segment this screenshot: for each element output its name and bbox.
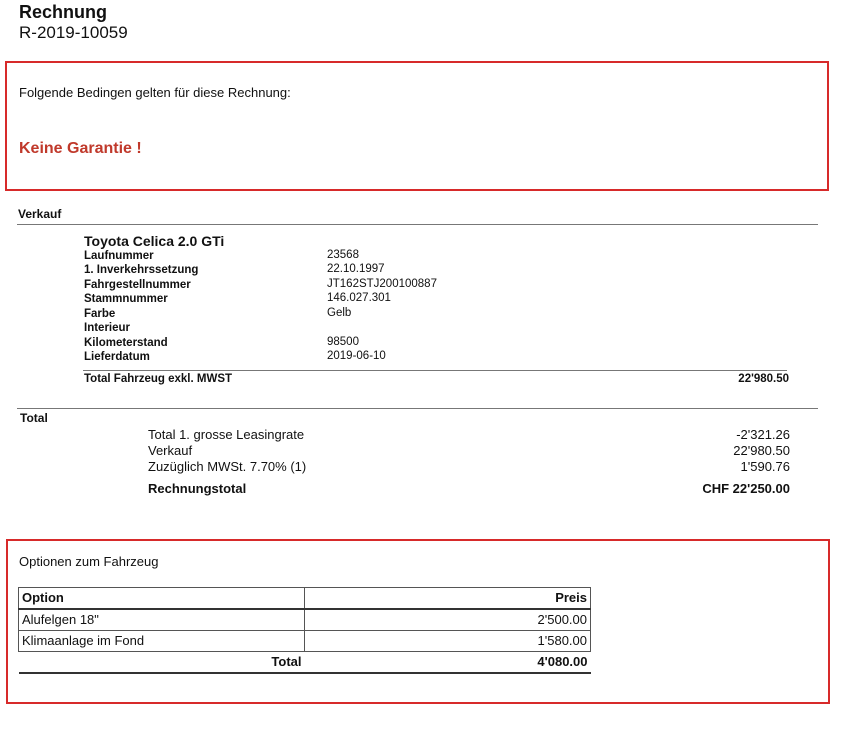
total-line-value: 1'590.76 bbox=[740, 459, 790, 474]
spec-value: 23568 bbox=[327, 249, 359, 261]
option-name: Alufelgen 18" bbox=[19, 609, 305, 631]
terms-intro: Folgende Bedingen gelten für diese Rechnung: bbox=[19, 85, 291, 100]
spec-label: Fahrgestellnummer bbox=[84, 279, 191, 291]
vehicle-subtotal-value: 22'980.50 bbox=[738, 373, 789, 385]
invoice-title: Rechnung bbox=[19, 2, 107, 22]
option-name: Klimaanlage im Fond bbox=[19, 631, 305, 652]
option-price: 2'500.00 bbox=[305, 609, 591, 631]
spec-value: JT162STJ200100887 bbox=[327, 278, 437, 290]
options-total-value: 4'080.00 bbox=[305, 652, 591, 674]
spec-label: Stammnummer bbox=[84, 293, 168, 305]
total-line-label: Zuzüglich MWSt. 7.70% (1) bbox=[148, 459, 307, 474]
invoice-grand-total-value: CHF 22'250.00 bbox=[702, 481, 790, 496]
spec-label: Lieferdatum bbox=[84, 351, 150, 363]
vehicle-subtotal-divider bbox=[83, 370, 787, 371]
spec-label: 1. Inverkehrssetzung bbox=[84, 264, 199, 276]
section-heading-total: Total bbox=[20, 411, 48, 425]
total-line-label: Verkauf bbox=[148, 443, 193, 458]
spec-label: Laufnummer bbox=[84, 250, 154, 262]
spec-label: Interieur bbox=[84, 322, 131, 334]
invoice-number: R-2019-10059 bbox=[19, 23, 128, 42]
options-total-row bbox=[19, 652, 591, 674]
table-row bbox=[19, 609, 591, 631]
column-header-option: Option bbox=[19, 588, 305, 610]
total-divider bbox=[17, 408, 818, 409]
options-title: Optionen zum Fahrzeug bbox=[19, 554, 159, 569]
options-table bbox=[18, 587, 591, 674]
spec-value: 2019-06-10 bbox=[327, 350, 386, 362]
vehicle-name: Toyota Celica 2.0 GTi bbox=[84, 233, 225, 249]
total-line-value: 22'980.50 bbox=[733, 443, 790, 458]
warranty-warning: Keine Garantie ! bbox=[19, 140, 142, 157]
total-line-value: -2'321.26 bbox=[736, 427, 790, 442]
column-header-price: Preis bbox=[305, 588, 591, 610]
spec-value: 22.10.1997 bbox=[327, 263, 385, 275]
options-table-header bbox=[19, 588, 591, 610]
section-heading-sale: Verkauf bbox=[18, 207, 62, 221]
sale-divider bbox=[17, 224, 818, 225]
options-total-label: Total bbox=[19, 652, 305, 674]
terms-box bbox=[5, 61, 829, 191]
table-row bbox=[19, 631, 591, 652]
spec-label: Farbe bbox=[84, 308, 116, 320]
option-price: 1'580.00 bbox=[305, 631, 591, 652]
spec-value: Gelb bbox=[327, 307, 352, 319]
spec-value: 146.027.301 bbox=[327, 292, 391, 304]
invoice-grand-total-label: Rechnungstotal bbox=[148, 481, 247, 496]
vehicle-subtotal-label: Total Fahrzeug exkl. MWST bbox=[84, 373, 233, 385]
total-line-label: Total 1. grosse Leasingrate bbox=[148, 427, 305, 442]
spec-label: Kilometerstand bbox=[84, 337, 168, 349]
spec-value: 98500 bbox=[327, 336, 359, 348]
